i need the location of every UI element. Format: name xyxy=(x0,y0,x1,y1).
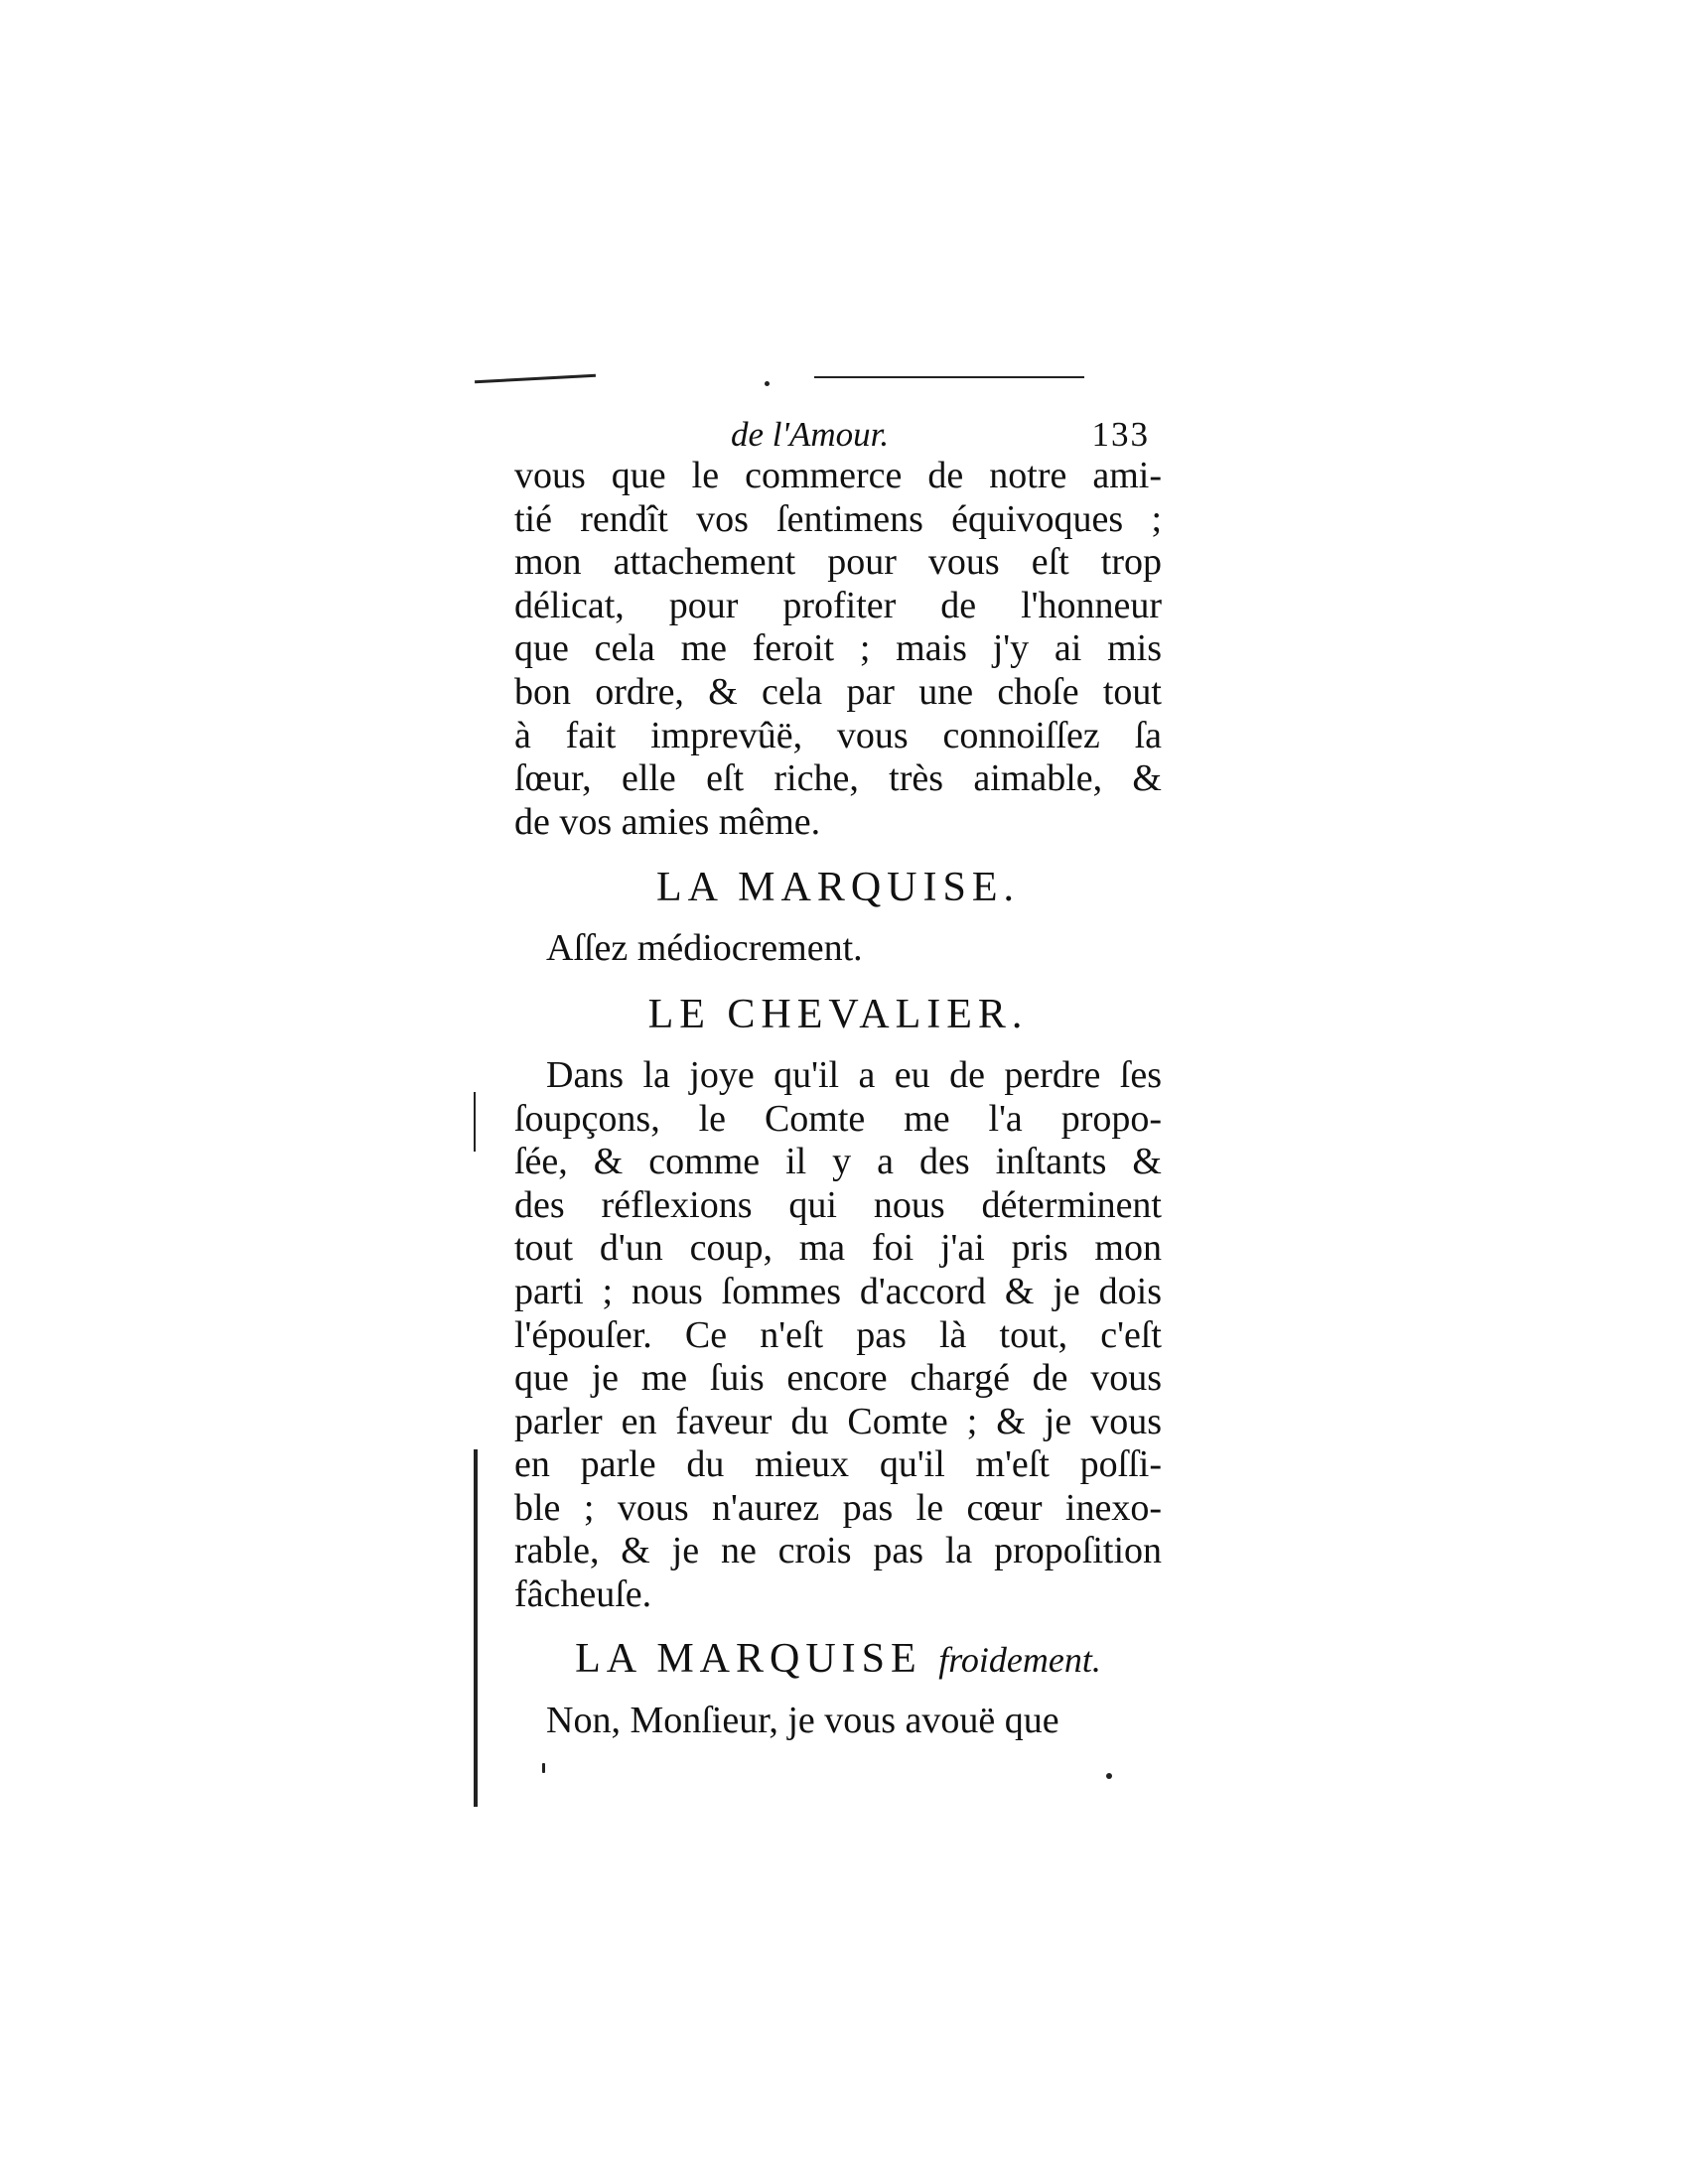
text-line: à fait imprevûë, vous connoiſſez ſa xyxy=(514,714,1162,756)
text-line: vous que le commerce de notre ami- xyxy=(514,455,1162,496)
text-line: rable, & je ne crois pas la propoſition xyxy=(514,1530,1162,1572)
text-line: délicat, pour profiter de l'honneur xyxy=(514,584,1162,626)
paragraph-2 xyxy=(514,927,1162,971)
speaker-heading xyxy=(514,1633,1162,1686)
ink-speck xyxy=(1106,1773,1112,1779)
text-line: bon ordre, & cela par une choſe tout xyxy=(514,670,1162,713)
text-line: parti ; nous ſommes d'accord & je dois xyxy=(514,1270,1162,1312)
text-line: Aſſez médiocrement. xyxy=(546,927,863,970)
text-line: tout d'un coup, ma foi j'ai pris mon xyxy=(514,1227,1162,1270)
text-line: Dans la joye qu'il a eu de perdre ſes xyxy=(546,1053,1162,1096)
paragraph-1 xyxy=(514,455,1162,844)
text-line: ble ; vous n'aurez pas le cœur inexo- xyxy=(514,1486,1162,1529)
page-header xyxy=(514,415,1162,455)
text-line: ſœur, elle eſt riche, très aimable, & xyxy=(514,757,1162,800)
text-line: que cela me feroit ; mais j'y ai mis xyxy=(514,627,1162,670)
text-line: l'épouſer. Ce n'eſt pas là tout, c'eſt xyxy=(514,1313,1162,1356)
text-line: que je me ſuis encore chargé de vous xyxy=(514,1357,1162,1400)
speaker-name: LA MARQUISE xyxy=(575,1635,922,1682)
speaker-heading xyxy=(514,862,1162,913)
speaker-heading xyxy=(514,989,1162,1040)
paragraph-3 xyxy=(514,1054,1162,1617)
text-line: des réflexions qui nous déterminent xyxy=(514,1183,1162,1226)
text-line: mon attachement pour vous eſt trop xyxy=(514,541,1162,584)
ink-speck xyxy=(542,1763,545,1773)
page-number: 133 xyxy=(1091,415,1150,454)
text-line: parler en faveur du Comte ; & je vous xyxy=(514,1400,1162,1442)
speaker-name: LA MARQUISE. xyxy=(655,865,1021,911)
top-rule-left xyxy=(475,374,596,383)
paragraph-4 xyxy=(514,1700,1162,1743)
text-line: en parle du mieux qu'il m'eſt poſſi- xyxy=(514,1443,1162,1486)
binding-edge-mark xyxy=(474,1092,476,1152)
text-line: ſée, & comme il y a des inſtants & xyxy=(514,1141,1162,1183)
text-line: Non, Monſieur, je vous avouë que xyxy=(546,1699,1059,1741)
running-title: de l'Amour. xyxy=(731,415,890,454)
text-line: ſoupçons, le Comte me l'a propo- xyxy=(514,1097,1162,1140)
binding-edge-mark xyxy=(474,1449,478,1807)
top-rule-right xyxy=(814,376,1084,378)
text-line: tié rendît vos ſentimens équivoques ; xyxy=(514,497,1162,540)
speaker-name: LE CHEVALIER. xyxy=(647,991,1029,1037)
stage-direction: froidement. xyxy=(938,1639,1101,1680)
ink-speck xyxy=(765,381,770,386)
text-line: fâcheuſe. xyxy=(514,1573,652,1616)
text-line: de vos amies même. xyxy=(514,800,821,843)
text-block xyxy=(514,415,1162,1742)
